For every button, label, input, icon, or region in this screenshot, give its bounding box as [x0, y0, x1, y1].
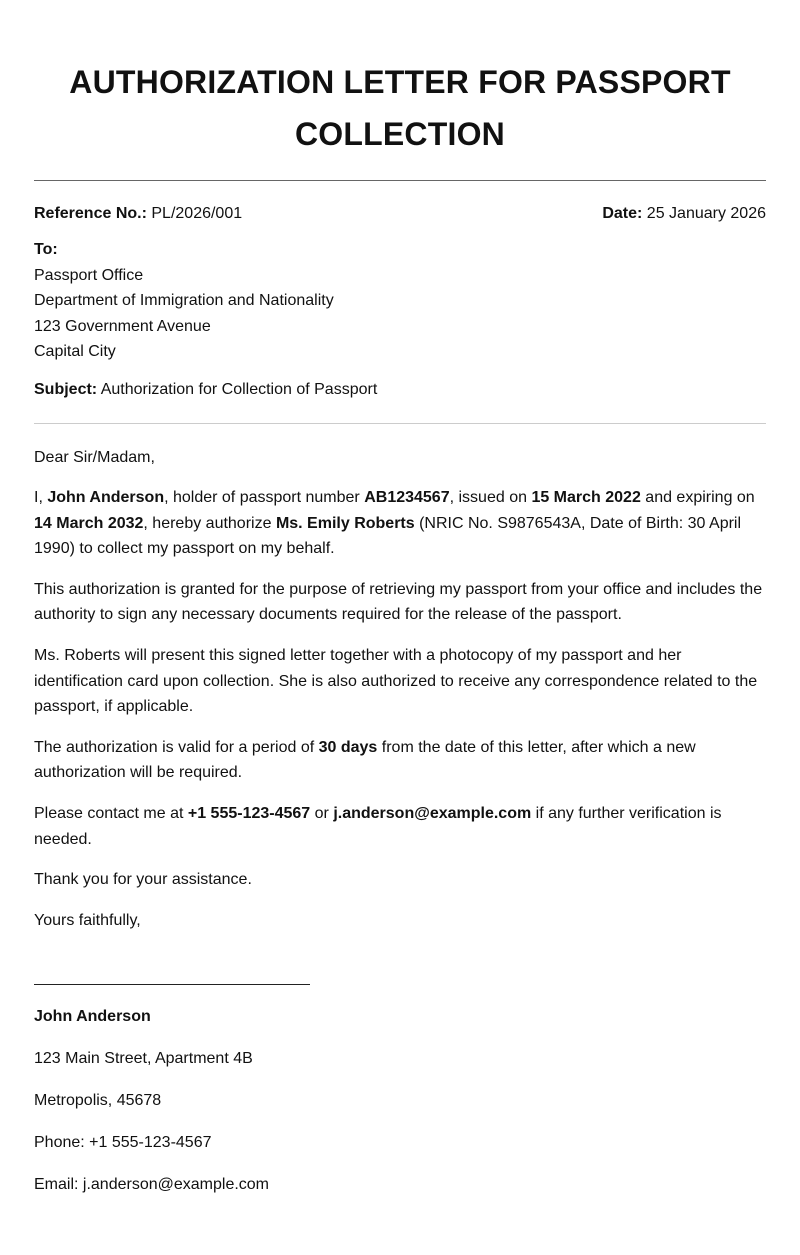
contact-phone: +1 555-123-4567	[187, 805, 311, 823]
validity-period: 30 days	[318, 738, 378, 756]
recipient-line: Department of Immigration and Nationality	[34, 292, 334, 309]
date-value: 25 January 2026	[646, 205, 766, 222]
reference-number	[34, 204, 242, 224]
recipient-block	[34, 237, 766, 365]
signatory-phone: Phone: +1 555-123-4567	[34, 1134, 212, 1152]
text-span: , hereby authorize	[143, 514, 276, 532]
text-span: (NRIC No. S9876543A, Date of Birth: 30 April 1990) to collect my passport on my behalf.	[34, 514, 742, 558]
text-span: and expiring on	[640, 489, 755, 507]
salutation: Dear Sir/Madam,	[34, 448, 155, 466]
signature-line	[34, 984, 310, 985]
purpose-paragraph: This authorization is granted for the purpose of retrieving my passport from your office and includes the authority to sign any necessary documents required for the release of the passport.	[34, 580, 763, 624]
text-span: Please contact me at	[34, 805, 188, 823]
reference-value: PL/2026/001	[151, 205, 243, 222]
text-span: I,	[34, 489, 48, 507]
meta-row	[34, 204, 766, 224]
letter-date	[602, 204, 766, 224]
recipient-line: 123 Government Avenue	[34, 317, 211, 335]
text-span: or	[310, 805, 334, 823]
letter-body	[34, 445, 766, 934]
issue-date: 15 March 2022	[531, 489, 641, 507]
thanks-line: Thank you for your assistance.	[34, 871, 252, 889]
title-divider	[34, 180, 766, 181]
closing-line: Yours faithfully,	[34, 911, 141, 929]
signatory-address-line-2: Metropolis, 45678	[34, 1092, 162, 1110]
signatory-email: Email: j.anderson@example.com	[34, 1176, 270, 1194]
principal-name: John Anderson	[47, 489, 165, 507]
signatory-address-line-1: 123 Main Street, Apartment 4B	[34, 1050, 253, 1068]
contact-paragraph	[34, 801, 766, 852]
recipient-label: To:	[34, 241, 58, 258]
text-span: , issued on	[449, 489, 532, 507]
recipient-line: Capital City	[34, 343, 116, 360]
subject-line	[34, 380, 766, 400]
reference-label: Reference No.:	[34, 205, 147, 222]
recipient-line: Passport Office	[34, 266, 144, 284]
letter-title: AUTHORIZATION LETTER FOR PASSPORT COLLECTION	[69, 64, 731, 152]
text-span: if any further verification is needed.	[34, 805, 722, 848]
subject-label: Subject:	[34, 380, 98, 398]
subject-value: Authorization for Collection of Passport	[100, 380, 378, 398]
text-span: from the date of this letter, after which a new authorization will be required.	[34, 738, 696, 782]
signatory-name: John Anderson	[34, 1008, 151, 1026]
contact-email: j.anderson@example.com	[333, 805, 532, 823]
authorized-person: Ms. Emily Roberts	[275, 514, 415, 532]
text-span: , holder of passport number	[164, 489, 365, 507]
documents-paragraph: Ms. Roberts will present this signed letter together with a photocopy of my passport and her identification card upon collection. She is also authorized to receive any correspondence related to the passport, if applicable.	[34, 647, 758, 716]
passport-number: AB1234567	[364, 489, 450, 507]
date-label: Date:	[602, 205, 643, 222]
subject-divider	[34, 423, 766, 424]
validity-paragraph	[34, 735, 766, 786]
text-span: The authorization is valid for a period of	[34, 738, 319, 756]
authorization-paragraph	[34, 485, 766, 562]
expiry-date: 14 March 2032	[34, 514, 144, 532]
